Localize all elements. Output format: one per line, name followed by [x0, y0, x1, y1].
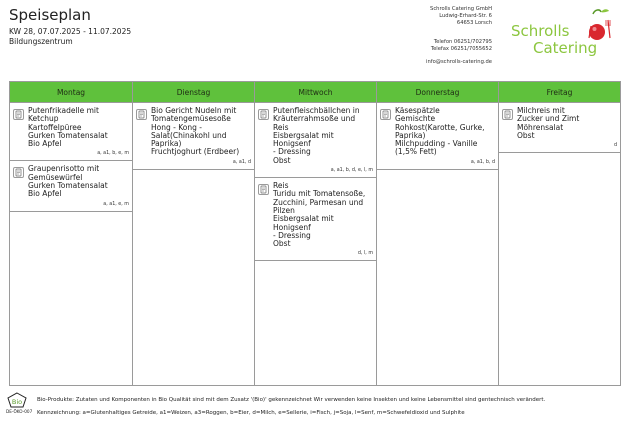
meal-description: Bio Gericht Nudeln mit Tomatengemüsesoße Hong - Kong - Salat(Chinakohl und Paprika) Fruchtjoghurt (Erdbeer): [151, 106, 240, 157]
day-header: Mittwoch: [255, 82, 376, 103]
meal-icon: [380, 109, 391, 120]
allergen-legend: Kennzeichnung: a=Glutenhaltiges Getreide, a1=Weizen, a3=Roggen, b=Eier, d=Milch, e=Sellerie, i=Fisch, j=Soja, l=Senf, m=Schwefeldioxid und Sulphite: [37, 410, 465, 416]
menu-grid: [9, 81, 621, 386]
meal-entry[interactable]: [255, 103, 376, 178]
meal-description: Reis Turidu mit Tomatensoße, Zucchini, Parmesan und Pilzen Eisbergsalat mit Honigsenf - Dressing Obst: [273, 181, 366, 249]
meal-allergens: d, l, m: [357, 251, 373, 257]
meal-icon: [502, 109, 513, 120]
page-title: Speiseplan: [9, 6, 91, 24]
meal-icon: [13, 167, 24, 178]
day-column-wednesday: [255, 82, 377, 385]
meal-description: Milchreis mit Zucker und Zimt Möhrensalat Obst: [517, 106, 580, 140]
svg-text:Bio: Bio: [11, 398, 23, 406]
meal-description: Käsespätzle Gemischte Rohkost(Karotte, Gurke, Paprika) Milchpudding - Vanille (1,5% Fett): [395, 106, 485, 157]
day-header: Donnerstag: [377, 82, 498, 103]
meal-entry[interactable]: [377, 103, 498, 170]
meal-entry[interactable]: [133, 103, 254, 170]
company-logo: [505, 8, 620, 62]
day-header: Dienstag: [133, 82, 254, 103]
logo-text-line1: Schrolls: [511, 22, 570, 40]
meal-description: Putenfrikadelle mit Ketchup Kartoffelpüree Gurken Tomatensalat Bio Apfel: [28, 106, 108, 149]
meal-allergens: a, a1, b, d: [470, 159, 495, 165]
meal-allergens: a, a1, b, d, e, l, m: [330, 168, 373, 174]
company-street: Ludwig-Erhard-Str. 6: [439, 12, 492, 19]
day-column-thursday: [377, 82, 499, 385]
company-address: [400, 6, 492, 66]
day-column-tuesday: [133, 82, 255, 385]
meal-icon: [136, 109, 147, 120]
meal-description: Putenfleischbällchen in Kräuterrahmsoße und Reis Eisbergsalat mit Honigsenf - Dressing Obst: [273, 106, 360, 165]
day-column-friday: [499, 82, 620, 385]
meal-allergens: a, a1, d: [232, 159, 251, 165]
company-phone: Telefon 06251/702795: [433, 39, 492, 46]
meal-entry[interactable]: [10, 161, 132, 211]
day-column-monday: [10, 82, 133, 385]
meal-icon: [13, 109, 24, 120]
bio-note: Bio-Produkte: Zutaten und Komponenten in Bio Qualität sind mit dem Zusatz '(Bio)' gekennzeichnet Wir verwenden keine Insekten und keine Lebensmittel sind gentechnisch verändert.: [37, 397, 546, 403]
week-range: KW 28, 07.07.2025 - 11.07.2025: [9, 27, 132, 36]
bio-control-code: DE-ÖKO-007: [6, 409, 33, 414]
meal-entry[interactable]: [10, 103, 132, 161]
meal-entry[interactable]: [499, 103, 620, 153]
meal-description: Graupenrisotto mit Gemüsewürfel Gurken Tomatensalat Bio Apfel: [28, 164, 108, 199]
day-header: Freitag: [499, 82, 620, 103]
meal-icon: [258, 109, 269, 120]
company-city: 64653 Lorsch: [456, 19, 492, 26]
meal-entry[interactable]: [255, 178, 376, 261]
meal-allergens: d: [613, 143, 617, 149]
day-header: Montag: [10, 82, 132, 103]
meal-icon: [258, 184, 269, 195]
company-name: Schrolls Catering GmbH: [430, 6, 492, 12]
meal-allergens: a, a1, e, m: [103, 201, 129, 207]
company-email[interactable]: info@schrolls-catering.de: [426, 58, 492, 65]
meal-allergens: a, a1, b, e, m: [97, 151, 129, 157]
header-subtitle: [9, 27, 131, 47]
company-fax: Telefax 06251/7055652: [430, 46, 492, 53]
logo-text-line2: Catering: [533, 39, 598, 57]
location: Bildungszentrum: [9, 37, 73, 46]
